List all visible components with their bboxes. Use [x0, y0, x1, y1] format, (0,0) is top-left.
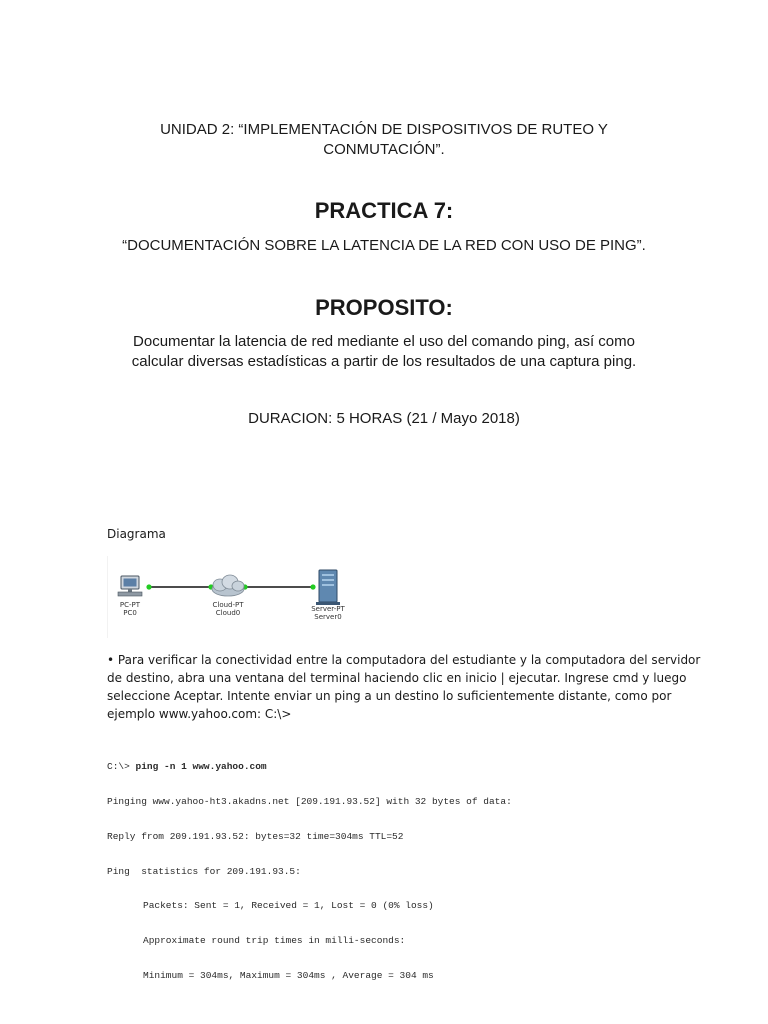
- practice-title: PRACTICA 7:: [314, 198, 454, 223]
- terminal-line: Packets: Sent = 1, Received = 1, Lost = 0 (0% loss): [143, 900, 434, 912]
- purpose-text: [0, 332, 768, 372]
- cloud-icon: [212, 575, 244, 596]
- terminal-line: Minimum = 304ms, Maximum = 304ms , Average = 304 ms: [143, 969, 434, 981]
- unit-heading: [0, 120, 768, 160]
- diagram-label: Diagrama: [107, 527, 166, 541]
- instructions-line3: seleccione Aceptar. Intente enviar un ping a un destino lo suficientemente distante, como por: [107, 689, 672, 703]
- terminal-prompt: C:\>: [107, 761, 136, 773]
- terminal-command-line: [107, 761, 567, 773]
- purpose-line2: calcular diversas estadísticas a partir de los resultados de una captura ping.: [131, 353, 637, 370]
- cloud-type-label: Cloud-PT: [212, 601, 244, 609]
- instructions-paragraph: [107, 651, 701, 723]
- instructions-line2: de destino, abra una ventana del terminal haciendo clic en inicio | ejecutar. Ingrese cmd y luego: [107, 671, 687, 685]
- ping-output: [107, 738, 567, 1005]
- pc-type-label: PC-PT: [119, 601, 141, 609]
- terminal-line: Approximate round trip times in milli-seconds:: [143, 935, 406, 947]
- instructions-line4: ejemplo www.yahoo.com: C:\>: [107, 707, 292, 721]
- link-light: [146, 584, 151, 589]
- duration-text: DURACION: 5 HORAS (21 / Mayo 2018): [248, 410, 520, 427]
- unit-heading-line2: CONMUTACIÓN”.: [323, 141, 445, 158]
- terminal-line: Pinging www.yahoo-ht3.akadns.net [209.191.93.52] with 32 bytes of data:: [107, 795, 512, 807]
- terminal-line: Ping statistics for 209.191.93.5:: [107, 865, 301, 877]
- network-diagram: [107, 556, 357, 638]
- purpose-line1: Documentar la latencia de red mediante el uso del comando ping, así como: [133, 333, 635, 350]
- practice-subtitle: “DOCUMENTACIÓN SOBRE LA LATENCIA DE LA RED CON USO DE PING”.: [122, 237, 646, 254]
- cloud-name-label: Cloud0: [215, 609, 241, 617]
- server-icon: [316, 570, 340, 605]
- unit-heading-line1: UNIDAD 2: “IMPLEMENTACIÓN DE DISPOSITIVOS DE RUTEO Y: [160, 121, 608, 138]
- terminal-command: ping -n 1 www.yahoo.com: [135, 761, 267, 773]
- link-light: [310, 584, 315, 589]
- instructions-line1: • Para verificar la conectividad entre la computadora del estudiante y la computadora del servidor: [107, 653, 701, 667]
- server-name-label: Server0: [314, 613, 342, 621]
- terminal-line: Reply from 209.191.93.52: bytes=32 time=304ms TTL=52: [107, 830, 404, 842]
- pc-icon: [118, 576, 142, 596]
- server-type-label: Server-PT: [311, 605, 345, 613]
- pc-name-label: PC0: [123, 609, 137, 617]
- purpose-title: PROPOSITO:: [315, 295, 453, 320]
